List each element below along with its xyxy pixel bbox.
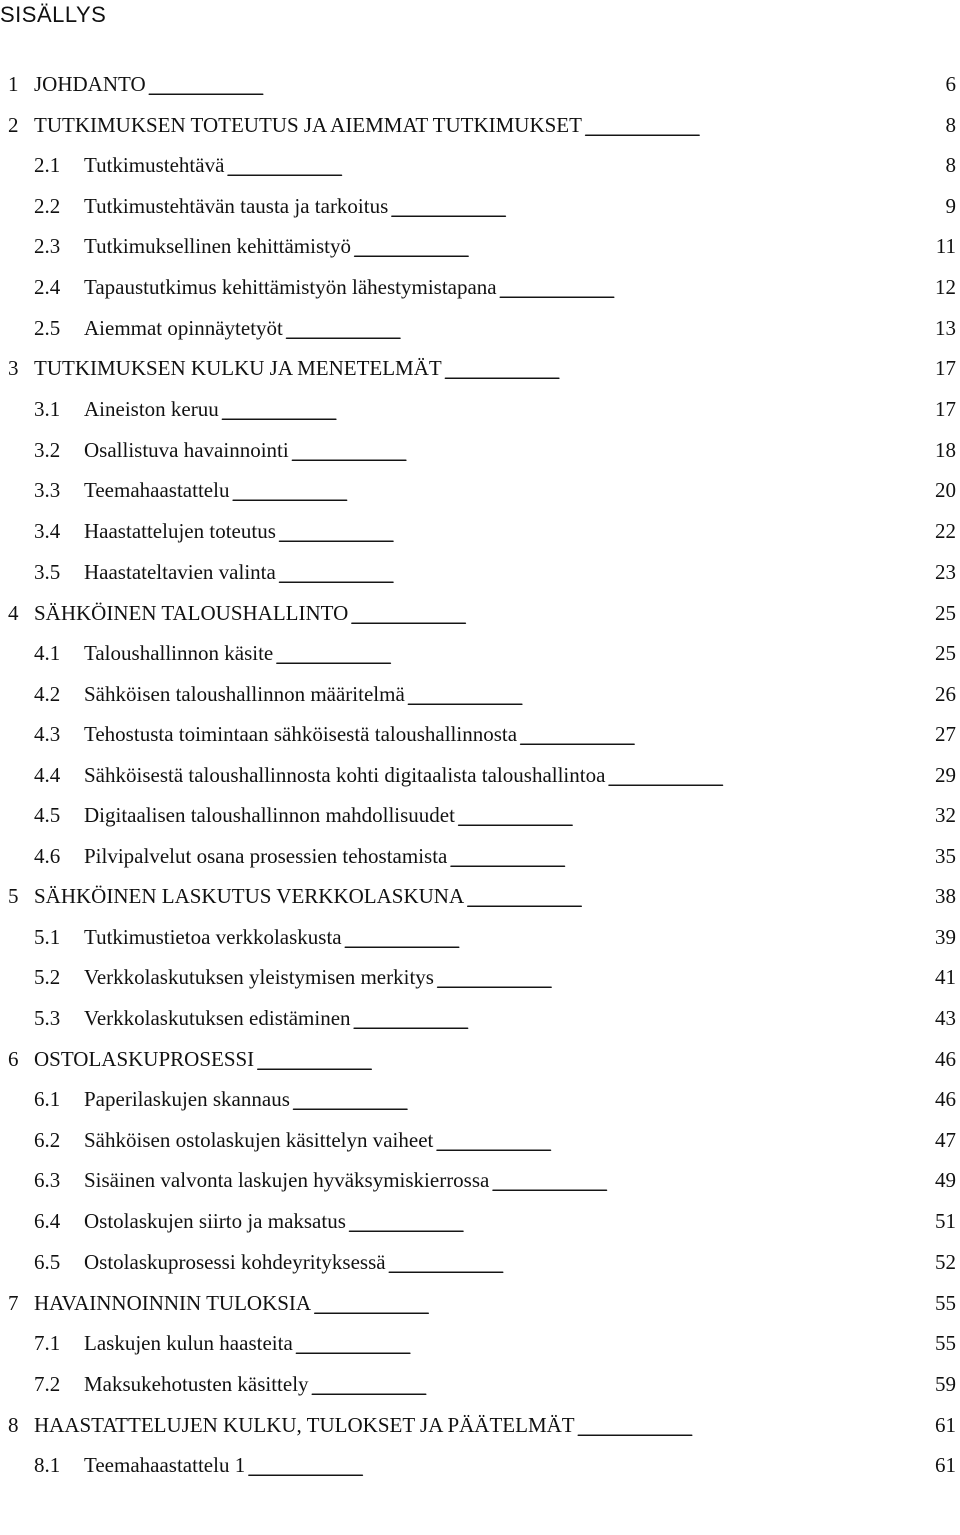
toc-entry-page-number: 22 (935, 519, 956, 543)
toc-entry[interactable] (8, 884, 960, 914)
toc-entry-page-number: 6 (945, 72, 956, 96)
toc-entry-number: 3.5 (34, 560, 61, 584)
toc-entry-label: Aineiston keruu (84, 397, 219, 421)
dot-leader (577, 1418, 920, 1438)
toc-entry-number: 6.1 (34, 1087, 61, 1111)
toc-entry[interactable] (34, 560, 960, 590)
toc-entry[interactable] (8, 72, 960, 102)
toc-entry-label: Ostolaskuprosessi kohdeyrityksessä (84, 1250, 386, 1274)
toc-entry-page-number: 51 (935, 1209, 956, 1233)
toc-entry-number: 4 (8, 601, 19, 625)
toc-entry[interactable] (34, 438, 960, 468)
toc-entry[interactable] (34, 1209, 960, 1239)
toc-entry-number: 5.1 (34, 925, 61, 949)
toc-entry-page-number: 39 (935, 925, 956, 949)
dot-leader (311, 1377, 920, 1397)
toc-entry-page-number: 61 (935, 1413, 956, 1437)
toc-entry-number: 2 (8, 113, 19, 137)
toc-entry-page-number: 13 (935, 316, 956, 340)
toc-entry-label: Sähköisen ostolaskujen käsittelyn vaiheet (84, 1128, 434, 1152)
toc-entry-label: Pilvipalvelut osana prosessien tehostamista (84, 844, 448, 868)
toc-entry[interactable] (8, 1291, 960, 1321)
dot-leader (435, 1133, 920, 1153)
dot-leader (285, 321, 920, 341)
toc-entry-label: Teemahaastattelu (84, 478, 230, 502)
toc-entry-page-number: 12 (935, 275, 956, 299)
dot-leader (278, 524, 920, 544)
toc-entry-label: SÄHKÖINEN TALOUSHALLINTO (34, 601, 349, 625)
toc-entry-label: Tutkimuksellinen kehittämistyö (84, 234, 351, 258)
toc-entry-page-number: 18 (935, 438, 956, 462)
toc-entry-number: 4.5 (34, 803, 61, 827)
dot-leader (226, 158, 920, 178)
toc-entry-number: 5.2 (34, 965, 61, 989)
dot-leader (292, 1092, 920, 1112)
dot-leader (278, 565, 920, 585)
toc-entry-number: 3.3 (34, 478, 61, 502)
toc-entry-label: Sisäinen valvonta laskujen hyväksymiskierrossa (84, 1168, 490, 1192)
toc-entry-number: 6.2 (34, 1128, 61, 1152)
toc-entry-page-number: 20 (935, 478, 956, 502)
dot-leader (231, 483, 920, 503)
toc-entry[interactable] (34, 722, 960, 752)
toc-entry-label: Verkkolaskutuksen edistäminen (84, 1006, 351, 1030)
toc-entry-number: 8 (8, 1413, 19, 1437)
toc-entry-label: Sähköisen taloushallinnon määritelmä (84, 682, 405, 706)
toc-entry-page-number: 23 (935, 560, 956, 584)
dot-leader (444, 361, 920, 381)
dot-leader (350, 606, 920, 626)
dot-leader (353, 1011, 920, 1031)
toc-entry-page-number: 27 (935, 722, 956, 746)
toc-entry-page-number: 41 (935, 965, 956, 989)
toc-entry[interactable] (34, 153, 960, 183)
toc-entry-page-number: 9 (945, 194, 956, 218)
dot-leader (148, 77, 920, 97)
dot-leader (291, 443, 920, 463)
dot-leader (607, 768, 920, 788)
toc-entry[interactable] (34, 1168, 960, 1198)
toc-entry-number: 2.1 (34, 153, 61, 177)
dot-leader (256, 1052, 920, 1072)
toc-entry-number: 7 (8, 1291, 19, 1315)
toc-entry[interactable] (8, 1047, 960, 1077)
toc-entry-page-number: 25 (935, 641, 956, 665)
toc-entry-page-number: 52 (935, 1250, 956, 1274)
toc-entry-label: Tapaustutkimus kehittämistyön lähestymistapana (84, 275, 497, 299)
toc-entry-label: Haastateltavien valinta (84, 560, 276, 584)
toc-entry-label: Tutkimustehtävä (84, 153, 225, 177)
toc-entry-number: 2.4 (34, 275, 61, 299)
dot-leader (344, 930, 920, 950)
toc-entry-label: Ostolaskujen siirto ja maksatus (84, 1209, 346, 1233)
toc-entry[interactable] (34, 1128, 960, 1158)
toc-entry[interactable] (34, 1453, 960, 1483)
toc-entry-number: 4.2 (34, 682, 61, 706)
toc-entry-label: Tutkimustietoa verkkolaskusta (84, 925, 342, 949)
dot-leader (313, 1296, 920, 1316)
toc-entry-number: 8.1 (34, 1453, 61, 1477)
toc-entry-number: 5.3 (34, 1006, 61, 1030)
dot-leader (247, 1458, 920, 1478)
toc-entry[interactable] (34, 1372, 960, 1402)
toc-entry[interactable] (34, 682, 960, 712)
toc-entry-number: 3 (8, 356, 19, 380)
toc-entry-number: 3.1 (34, 397, 61, 421)
toc-entry-page-number: 46 (935, 1087, 956, 1111)
toc-entry[interactable] (34, 803, 960, 833)
toc-entry-page-number: 17 (935, 397, 956, 421)
toc-entry-page-number: 26 (935, 682, 956, 706)
toc-entry-label: OSTOLASKUPROSESSI (34, 1047, 255, 1071)
toc-entry-label: HAVAINNOINNIN TULOKSIA (34, 1291, 312, 1315)
toc-entry-number: 4.3 (34, 722, 61, 746)
toc-entry-number: 6.4 (34, 1209, 61, 1233)
toc-entry[interactable] (34, 275, 960, 305)
toc-entry[interactable] (34, 397, 960, 427)
toc-entry-label: Digitaalisen taloushallinnon mahdollisuudet (84, 803, 455, 827)
dot-leader (499, 280, 920, 300)
dot-leader (457, 808, 920, 828)
dot-leader (491, 1173, 920, 1193)
toc-entry[interactable] (8, 1413, 960, 1443)
dot-leader (449, 849, 920, 869)
toc-entry-page-number: 11 (935, 234, 956, 258)
toc-entry-page-number: 25 (935, 601, 956, 625)
toc-entry[interactable] (34, 1331, 960, 1361)
toc-entry-page-number: 8 (945, 153, 956, 177)
dot-leader (519, 727, 920, 747)
toc-entry-number: 3.4 (34, 519, 61, 543)
toc-entry-label: Tutkimustehtävän tausta ja tarkoitus (84, 194, 389, 218)
toc-entry-label: Aiemmat opinnäytetyöt (84, 316, 283, 340)
toc-entry-label: Sähköisestä taloushallinnosta kohti digitaalista taloushallintoa (84, 763, 606, 787)
toc-entry[interactable] (8, 356, 960, 386)
toc-entry-number: 2.5 (34, 316, 61, 340)
toc-entry-label: Taloushallinnon käsite (84, 641, 274, 665)
toc-entry[interactable] (34, 519, 960, 549)
toc-entry-label: Osallistuva havainnointi (84, 438, 289, 462)
dot-leader (388, 1255, 920, 1275)
dot-leader (584, 118, 920, 138)
toc-entry[interactable] (34, 316, 960, 346)
toc-entry-label: Paperilaskujen skannaus (84, 1087, 290, 1111)
toc-entry-label: Maksukehotusten käsittely (84, 1372, 309, 1396)
dot-leader (353, 239, 920, 259)
toc-entry[interactable] (34, 234, 960, 264)
dot-leader (275, 646, 920, 666)
toc-entry-label: JOHDANTO (34, 72, 146, 96)
toc-entry-page-number: 46 (935, 1047, 956, 1071)
dot-leader (466, 889, 920, 909)
toc-entry[interactable] (34, 641, 960, 671)
toc-entry-number: 6 (8, 1047, 19, 1071)
toc-entry-label: Haastattelujen toteutus (84, 519, 276, 543)
toc-entry[interactable] (34, 1006, 960, 1036)
toc-entry-number: 7.1 (34, 1331, 61, 1355)
toc-entry[interactable] (8, 113, 960, 143)
dot-leader (390, 199, 920, 219)
toc-entry-page-number: 32 (935, 803, 956, 827)
toc-entry-number: 6.3 (34, 1168, 61, 1192)
toc-entry-label: Verkkolaskutuksen yleistymisen merkitys (84, 965, 434, 989)
dot-leader (295, 1336, 920, 1356)
toc-entry-number: 4.4 (34, 763, 61, 787)
toc-entry-number: 3.2 (34, 438, 61, 462)
toc-entry-label: TUTKIMUKSEN TOTEUTUS JA AIEMMAT TUTKIMUKSET (34, 113, 582, 137)
toc-entry[interactable] (34, 1087, 960, 1117)
toc-entry-label: HAASTATTELUJEN KULKU, TULOKSET JA PÄÄTELMÄT (34, 1413, 575, 1437)
toc-entry-page-number: 55 (935, 1331, 956, 1355)
toc-entry-page-number: 55 (935, 1291, 956, 1315)
toc-entry-page-number: 38 (935, 884, 956, 908)
toc-entry-label: Teemahaastattelu 1 (84, 1453, 246, 1477)
toc-entry-number: 1 (8, 72, 19, 96)
toc-entry-page-number: 61 (935, 1453, 956, 1477)
toc-entry-page-number: 59 (935, 1372, 956, 1396)
toc-entry[interactable] (34, 965, 960, 995)
dot-leader (436, 970, 920, 990)
toc-entry-page-number: 17 (935, 356, 956, 380)
toc-entry-number: 6.5 (34, 1250, 61, 1274)
dot-leader (407, 687, 920, 707)
toc-entry-page-number: 49 (935, 1168, 956, 1192)
toc-entry[interactable] (34, 478, 960, 508)
toc-entry[interactable] (8, 601, 960, 631)
toc-entry[interactable] (34, 1250, 960, 1280)
toc-entry-number: 5 (8, 884, 19, 908)
toc-entry[interactable] (34, 194, 960, 224)
toc-entry-page-number: 29 (935, 763, 956, 787)
toc-entry-label: Laskujen kulun haasteita (84, 1331, 293, 1355)
dot-leader (348, 1214, 920, 1234)
toc-entry-number: 4.6 (34, 844, 61, 868)
toc-entry-number: 7.2 (34, 1372, 61, 1396)
toc-entry-page-number: 47 (935, 1128, 956, 1152)
toc-entry-label: Tehostusta toimintaan sähköisestä taloushallinnosta (84, 722, 518, 746)
toc-entry[interactable] (34, 844, 960, 874)
dot-leader (221, 402, 920, 422)
toc-entry-number: 2.3 (34, 234, 61, 258)
toc-entry[interactable] (34, 763, 960, 793)
toc-entry-page-number: 35 (935, 844, 956, 868)
toc-entry-page-number: 43 (935, 1006, 956, 1030)
page-title: SISÄLLYS (0, 2, 107, 27)
toc-entry[interactable] (34, 925, 960, 955)
toc-entry-label: TUTKIMUKSEN KULKU JA MENETELMÄT (34, 356, 442, 380)
toc-entry-label: SÄHKÖINEN LASKUTUS VERKKOLASKUNA (34, 884, 465, 908)
toc-entry-number: 4.1 (34, 641, 61, 665)
toc-entry-page-number: 8 (945, 113, 956, 137)
toc-entry-number: 2.2 (34, 194, 61, 218)
